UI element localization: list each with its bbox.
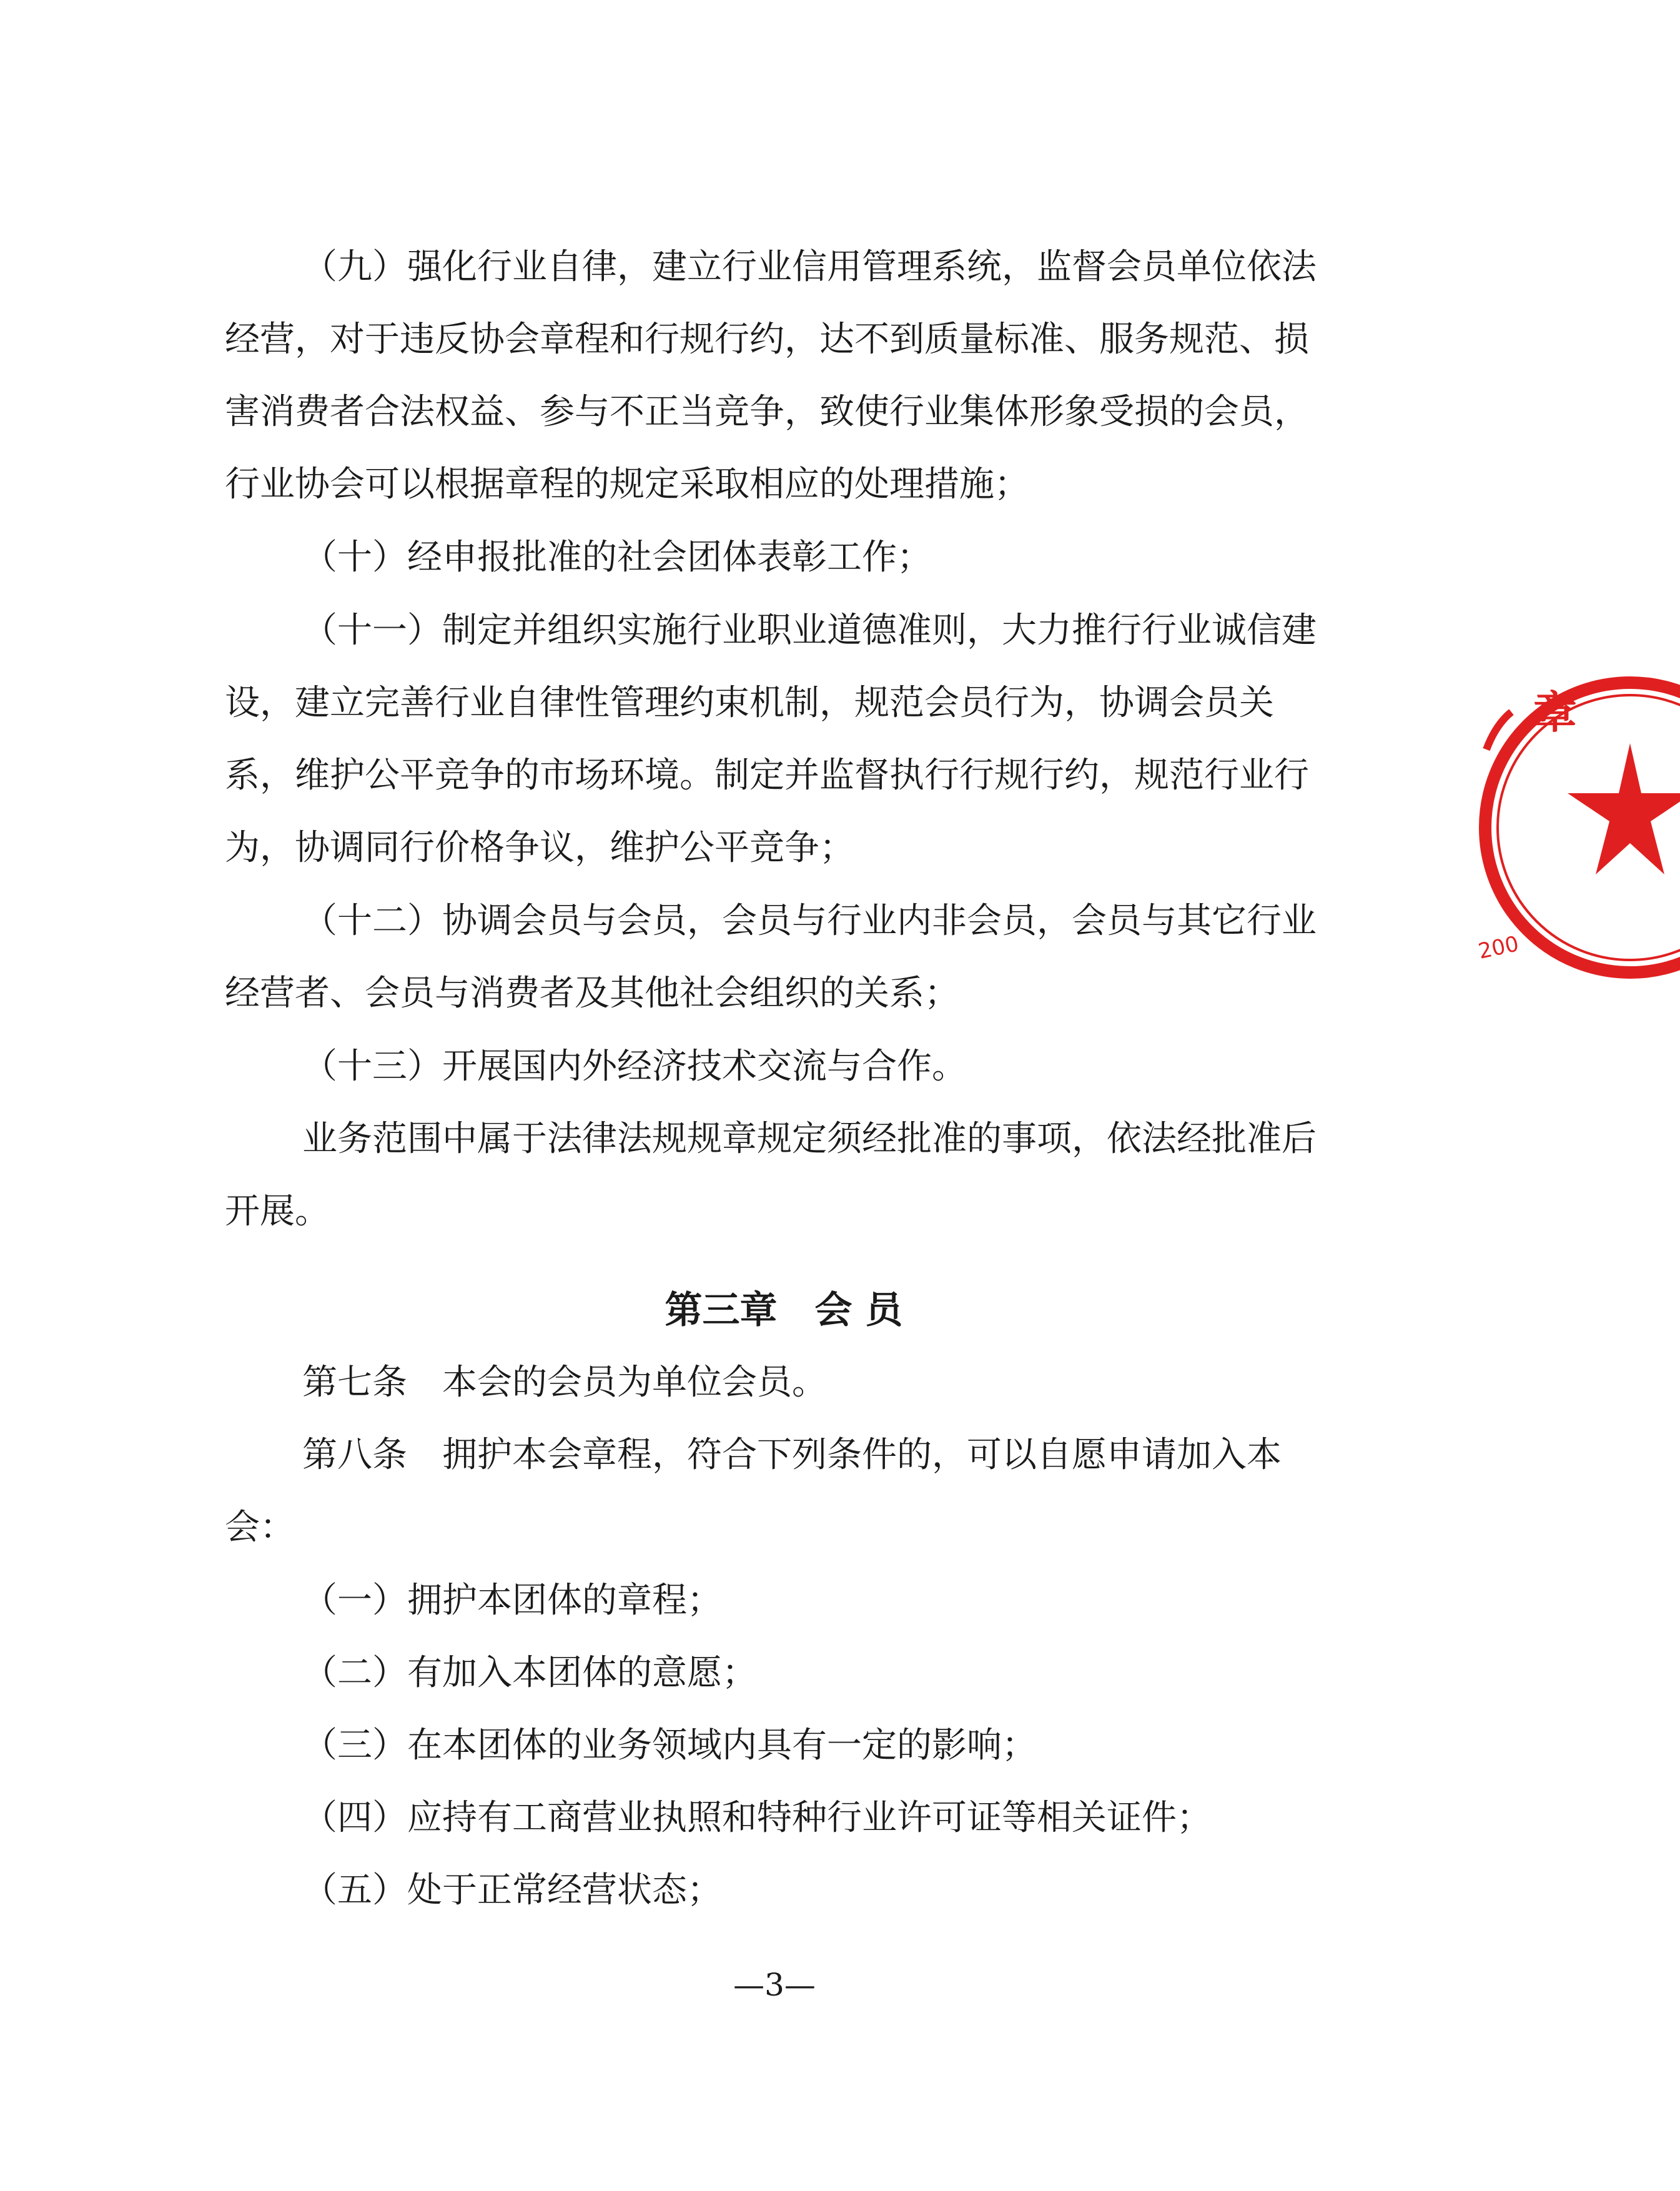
page-number: —3— (733, 1967, 816, 2003)
paragraph-item-11: （十一）制定并组织实施行业职业道德准则，大力推行行业诚信建设，建立完善行业自律性管理约束机制，规范会员行为，协调会员关系，维护公平竞争的市场环境。制定并监督执行行规行约，规范行业行为，协调同行价格争议，维护公平竞争； (225, 610, 1317, 868)
condition-1: （一）拥护本团体的章程； (302, 1580, 722, 1621)
seal-char: 章 (1533, 687, 1577, 738)
seal-digits: 200 (1476, 931, 1521, 964)
paragraph-item-12: （十二）协调会员与会员，会员与行业内非会员，会员与其它行业经营者、会员与消费者及其他社会组织的关系； (225, 901, 1317, 1014)
condition-4: （四）应持有工商营业执照和特种行业许可证等相关证件； (302, 1798, 1212, 1838)
paragraph-business-scope: 业务范围中属于法律法规规章规定须经批准的事项，依法经批准后开展。 (225, 1119, 1317, 1232)
official-seal-icon (1474, 668, 1680, 987)
article-8: 第八条 拥护本会章程，符合下列条件的，可以自愿申请加入本会： (225, 1435, 1282, 1548)
condition-2: （二）有加入本团体的意愿； (302, 1653, 757, 1693)
paragraph-item-10: （十）经申报批准的社会团体表彰工作； (302, 537, 932, 578)
paragraph-item-13: （十三）开展国内外经济技术交流与合作。 (302, 1046, 967, 1087)
article-7: 第七条 本会的会员为单位会员。 (302, 1362, 827, 1403)
condition-5: （五）处于正常经营状态； (302, 1870, 722, 1911)
chapter-title: 第三章 会 员 (665, 1288, 903, 1332)
condition-3: （三）在本团体的业务领域内具有一定的影响； (302, 1725, 1037, 1766)
paragraph-item-9: （九）强化行业自律，建立行业信用管理系统，监督会员单位依法经营，对于违反协会章程和行规行约，达不到质量标准、服务规范、损害消费者合法权益、参与不正当竞争，致使行业集体形象受损的会员，行业协会可以根据章程的规定采取相应的处理措施； (225, 247, 1317, 505)
